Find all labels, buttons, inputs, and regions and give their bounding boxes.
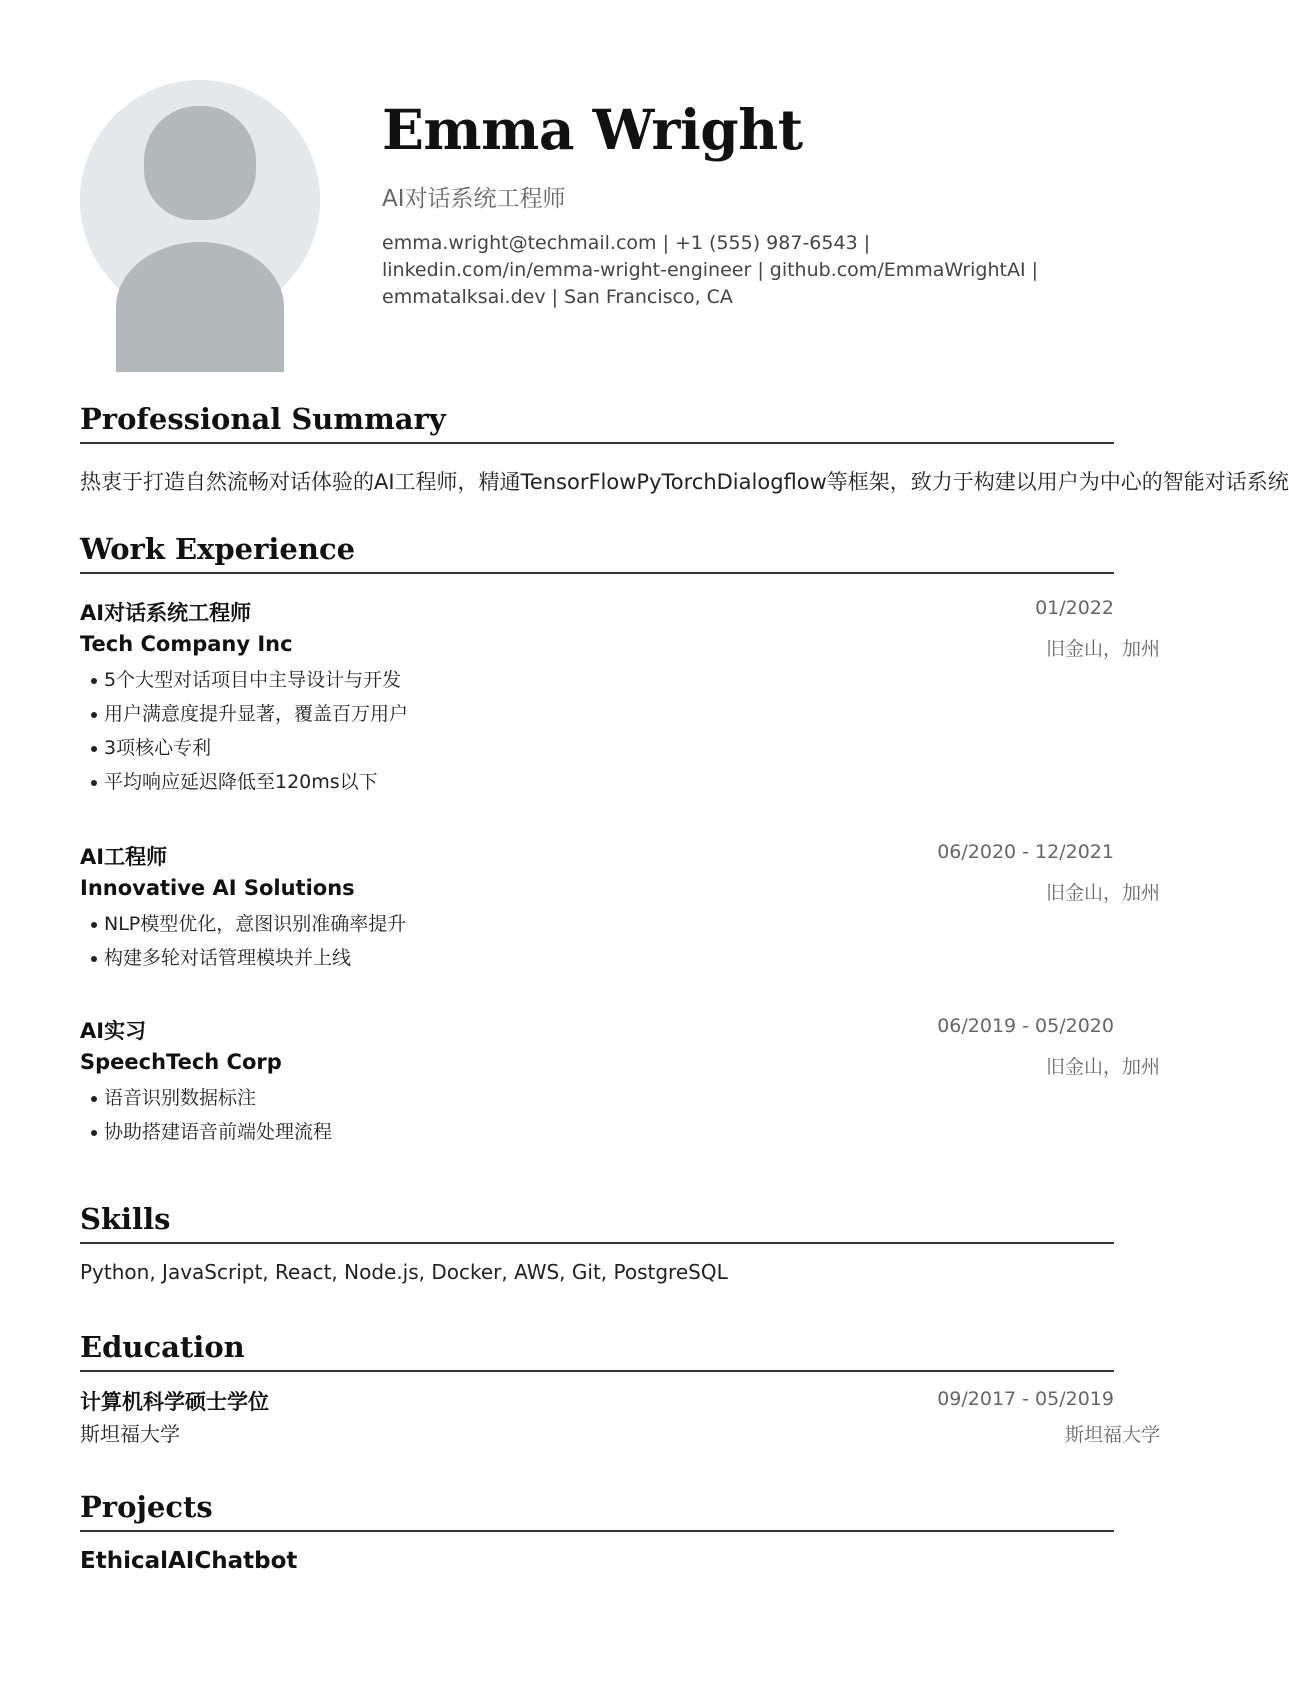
section-title-skills: Skills <box>80 1200 1114 1244</box>
job-location: 旧金山，加州 <box>1045 638 1160 660</box>
job-date: 01/2022 <box>1035 597 1114 619</box>
list-item: 3项核心专利 <box>80 731 408 765</box>
avatar-head-shape <box>144 106 256 220</box>
section-title-experience: Work Experience <box>80 530 1114 574</box>
section-title-summary: Professional Summary <box>80 400 1114 444</box>
list-item: 平均响应延迟降低至120ms以下 <box>80 765 408 799</box>
candidate-headline: AI对话系统工程师 <box>382 186 566 212</box>
list-item: 用户满意度提升显著，覆盖百万用户 <box>80 697 408 731</box>
job-company: SpeechTech Corp <box>80 1050 282 1074</box>
job-bullets <box>80 907 406 975</box>
candidate-name: Emma Wright <box>382 97 803 162</box>
job-company: Tech Company Inc <box>80 632 293 656</box>
job-title: AI工程师 <box>80 845 168 869</box>
list-item: 构建多轮对话管理模块并上线 <box>80 941 406 975</box>
avatar-body-shape <box>116 242 284 372</box>
job-date: 06/2020 - 12/2021 <box>937 841 1114 863</box>
list-item: 5个大型对话项目中主导设计与开发 <box>80 663 408 697</box>
list-item: 语音识别数据标注 <box>80 1081 332 1115</box>
job-title: AI实习 <box>80 1019 147 1043</box>
job-location: 旧金山，加州 <box>1045 882 1160 904</box>
job-bullets <box>80 663 408 799</box>
education-date: 09/2017 - 05/2019 <box>937 1388 1114 1410</box>
job-company: Innovative AI Solutions <box>80 876 355 900</box>
project-name: EthicalAIChatbot <box>80 1548 298 1574</box>
summary-text: 热衷于打造自然流畅对话体验的AI工程师，精通TensorFlowPyTorchDialogflow等框架，致力于构建以用户为中心的智能对话系统 <box>80 470 1289 494</box>
job-bullets <box>80 1081 332 1149</box>
list-item: 协助搭建语音前端处理流程 <box>80 1115 332 1149</box>
avatar <box>80 80 320 320</box>
job-location: 旧金山，加州 <box>1045 1056 1160 1078</box>
section-title-education: Education <box>80 1328 1114 1372</box>
education-degree: 计算机科学硕士学位 <box>80 1390 269 1414</box>
list-item: NLP模型优化，意图识别准确率提升 <box>80 907 406 941</box>
section-title-projects: Projects <box>80 1488 1114 1532</box>
skills-text: Python, JavaScript, React, Node.js, Docker, AWS, Git, PostgreSQL <box>80 1260 728 1284</box>
job-title: AI对话系统工程师 <box>80 601 252 625</box>
education-location: 斯坦福大学 <box>1064 1424 1160 1446</box>
education-school: 斯坦福大学 <box>80 1422 180 1446</box>
contact-info: emma.wright@techmail.com | +1 (555) 987-6543 | linkedin.com/in/emma-wright-engineer | github.com/EmmaWrightAI | emmatalksai.dev | San Francisco, CA <box>382 232 1039 308</box>
job-date: 06/2019 - 05/2020 <box>937 1015 1114 1037</box>
